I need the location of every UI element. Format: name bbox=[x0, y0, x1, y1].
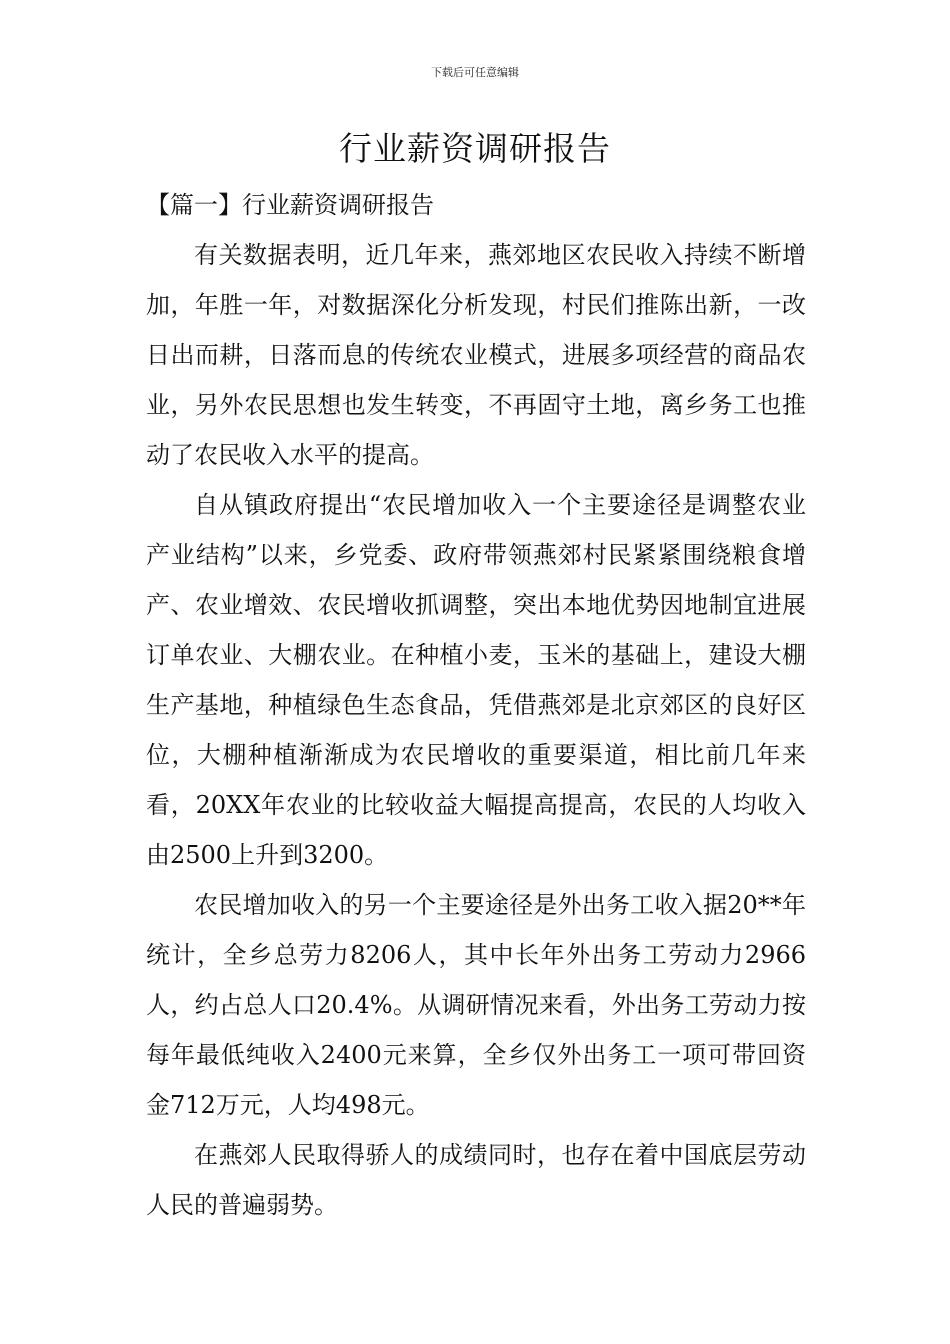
paragraph-4: 在燕郊人民取得骄人的成绩同时，也存在着中国底层劳动人民的普遍弱势。 bbox=[146, 1141, 806, 1219]
section-subheading: 【篇一】行业薪资调研报告 bbox=[146, 191, 434, 219]
document-title: 行业薪资调研报告 bbox=[339, 129, 611, 168]
paragraph-1: 有关数据表明，近几年来，燕郊地区农民收入持续不断增加，年胜一年，对数据深化分析发现，村民们推陈出新，一改日出而耕，日落而息的传统农业模式，进展多项经营的商品农业，另外农民思想也发生转变，不再固守土地，离乡务工也推动了农民收入水平的提高。 bbox=[146, 241, 806, 469]
paragraph-3: 农民增加收入的另一个主要途径是外出务工收入据20**年统计，全乡总劳力8206人，其中长年外出务工劳动力2966人，约占总人口20.4%。从调研情况来看，外出务工劳动力按每年最低纯收入2400元来算，全乡仅外出务工一项可带回资金712万元，人均498元。 bbox=[146, 891, 806, 1119]
document-body bbox=[146, 180, 806, 1230]
paragraph-2: 自从镇政府提出“农民增加收入一个主要途径是调整农业产业结构”以来，乡党委、政府带领燕郊村民紧紧围绕粮食增产、农业增效、农民增收抓调整，突出本地优势因地制宜进展订单农业、大棚农业。在种植小麦，玉米的基础上，建设大棚生产基地，种植绿色生态食品，凭借燕郊是北京郊区的良好区位，大棚种植渐渐成为农民增收的重要渠道，相比前几年来看，20XX年农业的比较收益大幅提高提高，农民的人均收入由2500上升到3200。 bbox=[146, 491, 806, 869]
header-note: 下载后可任意编辑 bbox=[431, 66, 519, 79]
